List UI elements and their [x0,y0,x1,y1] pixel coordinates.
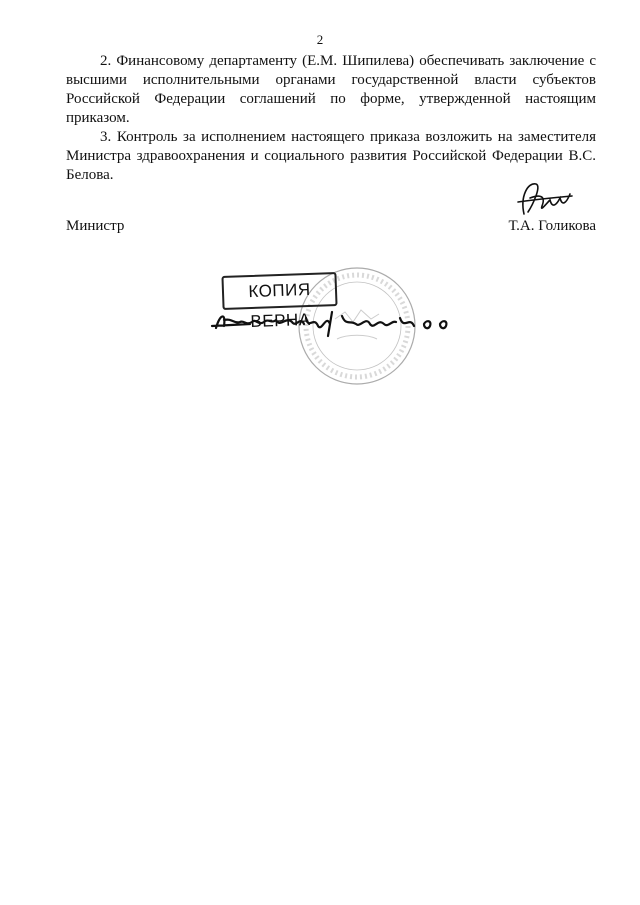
minister-signature [510,176,580,224]
signatory-title: Министр [66,218,125,234]
paragraph-3: 3. Контроль за исполнением настоящего приказа возложить на заместителя Министра здравоохранения и социального развития Российской Федерации В.С. Белова. [66,129,596,183]
copy-stamp-text: КОПИЯ ВЕРНА [248,279,311,332]
page-number: 2 [316,32,324,47]
signatory-name: Т.А. Голикова [508,218,596,234]
certification-stamps [200,262,470,392]
document-body [66,52,596,185]
handwritten-annotation [210,302,460,342]
paragraph-2: 2. Финансовому департаменту (Е.М. Шипилева) обеспечивать заключение с высшими исполнительными органами государственной власти субъектов Российской Федерации соглашений по форме, утвержденной настоящим приказом. [66,53,596,126]
